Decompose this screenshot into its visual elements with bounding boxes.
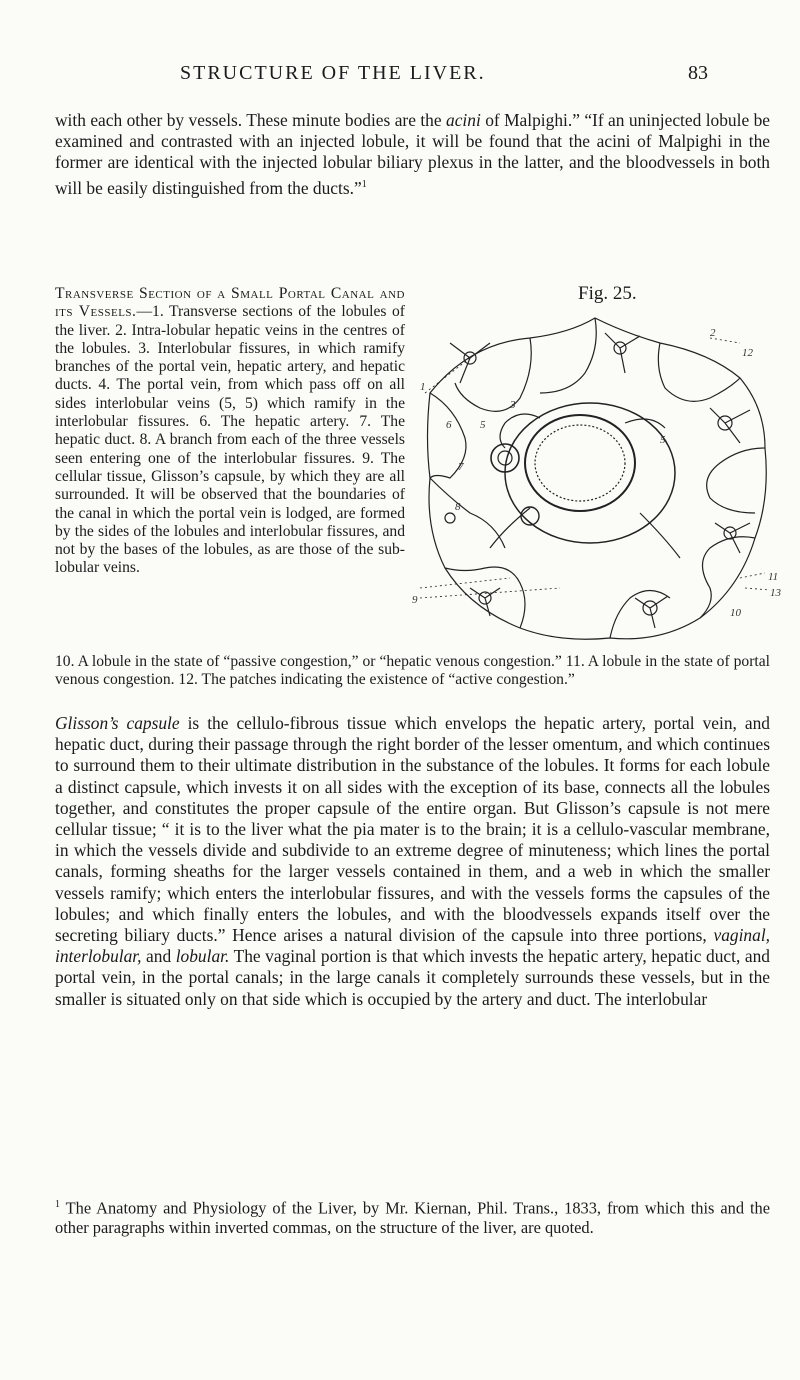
fig-num-12: 12 — [742, 347, 753, 359]
liver-section-figure — [410, 298, 785, 653]
fig-num-5a: 5 — [480, 419, 486, 431]
fig-num-9: 9 — [412, 594, 418, 606]
opening-italic: acini — [446, 110, 481, 130]
figure-label: Fig. 25. — [578, 283, 637, 304]
fig-num-6: 6 — [446, 419, 452, 431]
footnote-marker: 1 — [55, 1199, 60, 1210]
liver-section-illustration — [410, 298, 785, 653]
fig-num-1: 1 — [420, 381, 426, 393]
caption-continuation: 10. A lobule in the state of “passive congestion,” or “hepatic venous congestion.” 11. A lobule in the state of portal venous congestion. 12. The patches indicating the existence of “active congestion.” — [55, 653, 770, 689]
body-text-2: and — [141, 946, 176, 967]
fig-num-5b: 5 — [660, 434, 666, 446]
fig-num-7: 7 — [458, 461, 464, 473]
caption-title: Transverse Section of a Small Portal Canal and its Vessels. — [55, 285, 405, 321]
figure-caption — [55, 285, 405, 578]
glisson-capsule-paragraph — [55, 713, 770, 1010]
footnote — [55, 1195, 770, 1238]
fig-num-3: 3 — [510, 399, 516, 411]
opening-text-1: with each other by vessels. These minute bodies are the — [55, 110, 446, 130]
caption-text: —1. Transverse sections of the lobules of the liver. 2. Intra-lobular hepatic veins in the centres of the lobules. 3. Interlobular fissures, in which ramify branches of the portal vein, hepatic artery, and hepatic ducts. 4. The portal vein, from which pass off on all sides interlobular veins (5, 5) which ramify in the interlobular fissures. 6. The hepatic artery. 7. The hepatic duct. 8. A branch from each of the three vessels seen entering one of the interlobular fissures. 9. The cellular tissue, Glisson’s capsule, by which they are all surrounded. It will be observed that the boundaries of the canal in which the portal vein is lodged, are formed by the sides of the lobules and interlobular fissures, and not by the bases of the lobules, as are those of the sub-lobular veins. — [55, 303, 405, 577]
footnote-ref: 1 — [361, 178, 367, 190]
body-text-3: The vaginal portion is that which invests the hepatic artery, hepatic duct, and portal vein, in the portal canals; in the large canals it completely surrounds these vessels, but in the smaller is situated only on that side which is occupied by the artery and duct. The interlobular — [55, 946, 770, 1009]
body-italic-3: lobular. — [175, 946, 230, 967]
body-italic-1: Glisson’s capsule — [55, 713, 180, 733]
fig-num-11: 11 — [768, 571, 779, 583]
opening-text-2: of Malpighi.” “If an uninjected lobule be examined and contrasted with an injected lobule, it will be found that the acini of Malpighi in the former are identical with the injected lobular biliary plexus in the latter, and the bloodvessels in both will be easily distinguished from the ducts.” — [55, 110, 770, 198]
fig-num-10: 10 — [730, 607, 741, 619]
footnote-text: The Anatomy and Physiology of the Liver, by Mr. Kiernan, Phil. Trans., 1833, from which this and the other paragraphs within inverted commas, on the structure of the liver, are quoted. — [55, 1198, 770, 1238]
opening-paragraph — [55, 110, 770, 199]
fig-num-8: 8 — [455, 501, 461, 513]
body-text-1: is the cellulo-fibrous tissue which envelops the hepatic artery, portal vein, and hepatic duct, during their passage through the right border of the lesser omentum, and which continues to surround them to their ultimate distribution in the substance of the lobules. It forms for each lobule a distinct capsule, which invests it on all sides with the exception of its base, connects all the lobules together, and constitutes the proper capsule of the entire organ. But Glisson’s capsule is not mere cellular tissue; “ it is to the liver what the pia mater is to the brain; it is a cellulo-vascular membrane, in which the vessels divide and subdivide to an extreme degree of minuteness; which lines the portal canals, forming sheaths for the larger vessels contained in them, and a web in which the smaller vessels ramify; which enters the interlobular fissures, and with the vessels forms the capsules of the lobules; and which finally enters the lobules, and with the bloodvessels expands itself over the secreting biliary ducts.” Hence arises a natural division of the capsule into three portions, — [55, 713, 770, 946]
running-title: STRUCTURE OF THE LIVER. — [180, 62, 486, 84]
fig-num-2: 2 — [710, 327, 716, 339]
body-italic-2: vaginal, interlobular, — [55, 925, 770, 967]
running-header — [140, 52, 708, 88]
fig-num-13: 13 — [770, 587, 781, 599]
page-number: 83 — [688, 62, 708, 84]
